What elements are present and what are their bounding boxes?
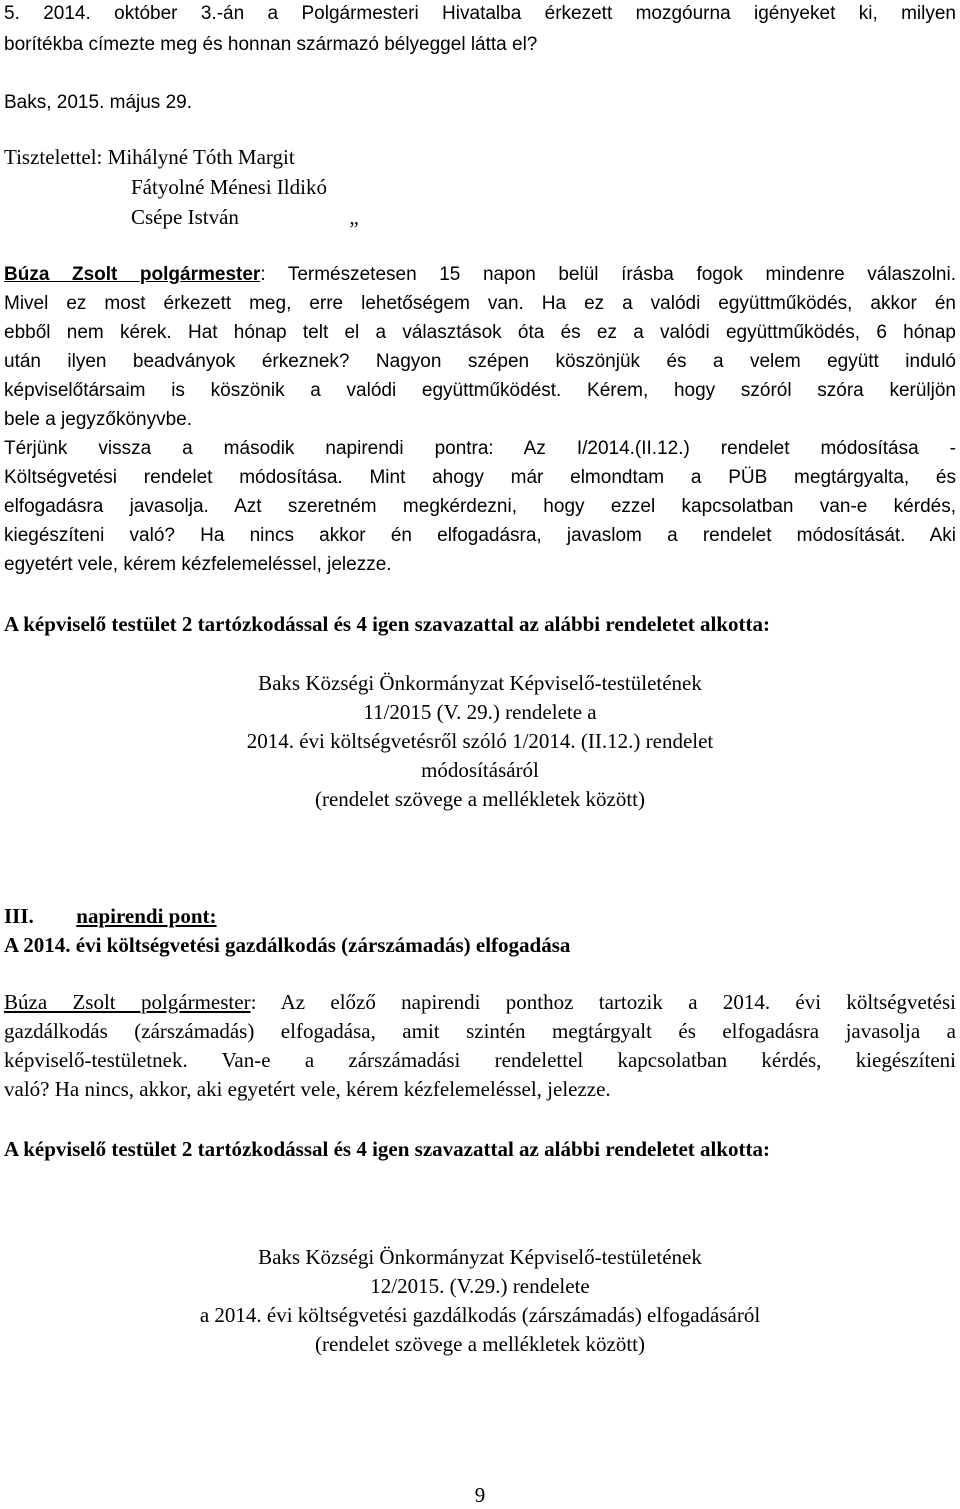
agenda-3-title: A 2014. évi költségvetési gazdálkodás (zárszámadás) elfogadása (4, 933, 571, 957)
decision-1: A képviselő testület 2 tartózkodással és 4 igen szavazattal az alábbi rendeletet alkotta: (4, 612, 771, 636)
signatory-2: Fátyolné Ménesi Ildikó (131, 175, 327, 199)
para1-line-4: után ilyen beadványok érkeznek? Nagyon szépen köszönjük és a velem együtt induló (4, 351, 956, 372)
para1-line-8: Költségvetési rendelet módosítása. Mint ahogy már elmondtam a PÜB megtárgyalta, és (4, 467, 956, 488)
para1-line-9: elfogadásra javasolja. Azt szeretném megkérdezni, hogy ezzel kapcsolatban van-e kérdés, (4, 496, 956, 517)
signatory-1: Mihályné Tóth Margit (107, 145, 295, 169)
decree-1-line-4: módosításáról (421, 758, 539, 782)
decree-1-line-5: (rendelet szövege a mellékletek között) (314, 787, 645, 811)
agenda-3-label: napirendi pont: (76, 904, 217, 928)
signature-prefix: Tisztelettel: (4, 145, 103, 169)
dateline: Baks, 2015. május 29. (4, 92, 192, 113)
decision-2: A képviselő testület 2 tartózkodással és 4 igen szavazattal az alábbi rendeletet alkotta: (4, 1137, 771, 1161)
agenda-3-number: III. (4, 904, 34, 928)
para2-line-1: Búza Zsolt polgármester: Az előző napirendi ponthoz tartozik a 2014. évi költségvetési (4, 990, 956, 1014)
para1-line-11: egyetért vele, kérem kézfelemeléssel, jelezze. (4, 554, 392, 575)
mayor-name-2: Búza Zsolt polgármester (4, 990, 251, 1014)
agenda-3-heading (4, 902, 956, 930)
para2-line-3: képviselő-testületnek. Van-e a zárszámadási rendelettel kapcsolatban kérdés, kiegészíteni (4, 1048, 956, 1072)
decree-2-line-4: (rendelet szövege a mellékletek között) (314, 1332, 645, 1356)
question-5-line-2: borítékba címezte meg és honnan származó bélyeggel látta el? (4, 34, 538, 55)
para1-line-6: bele a jegyzőkönyvbe. (4, 409, 193, 430)
mayor-name: Búza Zsolt polgármester (4, 264, 261, 285)
decree-2-line-3: a 2014. évi költségvetési gazdálkodás (zárszámadás) elfogadásáról (199, 1303, 761, 1327)
para1-line-7: Térjünk vissza a második napirendi pontra: Az I/2014.(II.12.) rendelet módosítása - (4, 438, 956, 459)
signatory-3-line (131, 203, 960, 231)
document-page (4, 0, 956, 1509)
para2-line-2: gazdálkodás (zárszámadás) elfogadása, amit szintén megtárgyalt és elfogadásra javasolja a (4, 1019, 956, 1043)
decree-2-line-1: Baks Községi Önkormányzat Képviselő-testületének (258, 1245, 702, 1269)
para1-line-1: Búza Zsolt polgármester: Természetesen 15 napon belül írásba fogok mindenre válaszolni. (4, 264, 956, 285)
decree-1-line-2: 11/2015 (V. 29.) rendelete a (363, 700, 597, 724)
decree-1-line-3: 2014. évi költségvetésről szóló 1/2014. (II.12.) rendelet (246, 729, 714, 753)
decree-2-line-2: 12/2015. (V.29.) rendelete (370, 1274, 590, 1298)
para1-line-3: ebből nem kérek. Hat hónap telt el a választások óta és ez a valódi együttműködés, 6 hónap (4, 322, 956, 343)
decree-1-line-1: Baks Községi Önkormányzat Képviselő-testületének (258, 671, 702, 695)
page-number: 9 (474, 1483, 486, 1507)
signatory-3: Csépe István (131, 205, 239, 229)
para1-line-10: kiegészíteni való? Ha nincs akkor én elfogadásra, javaslom a rendelet módosítását. Aki (4, 525, 956, 546)
para1-line-5: képviselőtársaim is köszönik a valódi együttműködést. Kérem, hogy szóról szóra kerüljön (4, 380, 956, 401)
signature-line-1 (4, 143, 956, 171)
quote-mark: „ (349, 205, 359, 229)
para2-line-4: való? Ha nincs, akkor, aki egyetért vele, kérem kézfelemeléssel, jelezze. (4, 1077, 611, 1101)
para1-line-2: Mivel ez most érkezett meg, erre lehetőségem van. Ha ez a valódi együttműködés, akkor én (4, 293, 956, 314)
question-5-line-1: 5. 2014. október 3.-án a Polgármesteri Hivatalba érkezett mozgóurna igényeket ki, milyen (4, 3, 956, 24)
